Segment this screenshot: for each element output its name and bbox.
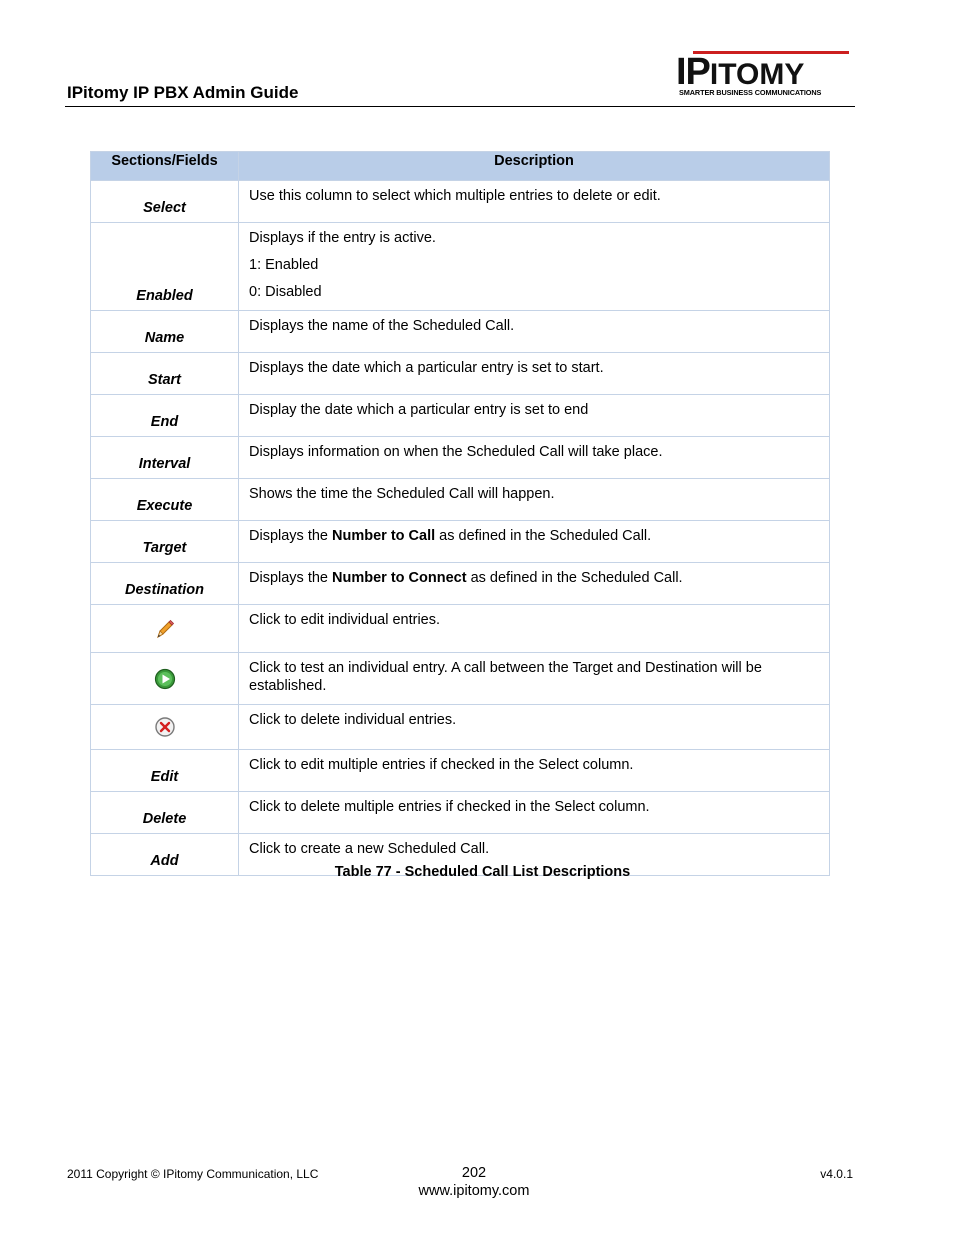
description-text-pre: Displays the bbox=[249, 570, 333, 586]
field-description bbox=[239, 605, 830, 653]
table-row bbox=[91, 750, 830, 792]
field-description bbox=[239, 181, 830, 223]
table-row bbox=[91, 395, 830, 437]
field-name: Execute bbox=[91, 479, 239, 521]
logo-tagline: SMARTER BUSINESS COMMUNICATIONS bbox=[679, 88, 822, 97]
page-number: 202 bbox=[461, 1165, 487, 1181]
description-line: Display the date which a particular entry is set to end bbox=[249, 402, 589, 418]
table-row bbox=[91, 181, 830, 223]
field-description bbox=[239, 792, 830, 834]
description-text-bold: Number to Call bbox=[332, 528, 436, 544]
field-description bbox=[239, 653, 830, 705]
description-line: Click to delete multiple entries if checked in the Select column. bbox=[249, 799, 650, 815]
description-line: 1: Enabled bbox=[249, 257, 319, 273]
table-row bbox=[91, 521, 830, 563]
field-description bbox=[239, 437, 830, 479]
field-name: Destination bbox=[91, 563, 239, 605]
description-line: Displays if the entry is active. bbox=[249, 230, 436, 246]
table-row bbox=[91, 479, 830, 521]
logo-text-large: IP bbox=[676, 51, 710, 93]
footer-copyright: 2011 Copyright © IPitomy Communication, LLC bbox=[67, 1167, 319, 1181]
description-text-post: as defined in the Scheduled Call. bbox=[435, 528, 652, 544]
field-name: Target bbox=[91, 521, 239, 563]
column-header-fields: Sections/Fields bbox=[91, 152, 239, 181]
field-name: Delete bbox=[91, 792, 239, 834]
description-line: Click to delete individual entries. bbox=[249, 712, 457, 728]
description-line: Displays the name of the Scheduled Call. bbox=[249, 318, 515, 334]
column-header-description: Description bbox=[239, 152, 830, 181]
table-row bbox=[91, 792, 830, 834]
table-header-row bbox=[91, 152, 830, 181]
table-row bbox=[91, 605, 830, 653]
footer-website: www.ipitomy.com bbox=[418, 1183, 530, 1199]
field-description bbox=[239, 479, 830, 521]
table-row bbox=[91, 311, 830, 353]
field-name: Add bbox=[91, 834, 239, 876]
field-name: Select bbox=[91, 181, 239, 223]
field-name: Edit bbox=[91, 750, 239, 792]
play-test-icon bbox=[91, 653, 239, 705]
scheduled-call-descriptions-table bbox=[90, 151, 830, 876]
description-text-post: as defined in the Scheduled Call. bbox=[466, 570, 683, 586]
pencil-edit-icon bbox=[91, 605, 239, 653]
description-line: Click to test an individual entry. A call between the Target and Destination will be established. bbox=[249, 660, 762, 694]
description-line: Use this column to select which multiple entries to delete or edit. bbox=[249, 188, 661, 204]
field-name: Enabled bbox=[91, 223, 239, 311]
field-description bbox=[239, 353, 830, 395]
field-name: Interval bbox=[91, 437, 239, 479]
description-line: Shows the time the Scheduled Call will happen. bbox=[249, 486, 555, 502]
table-row bbox=[91, 653, 830, 705]
field-description bbox=[239, 750, 830, 792]
field-description bbox=[239, 563, 830, 605]
field-description bbox=[239, 521, 830, 563]
description-text bbox=[249, 527, 819, 545]
field-name: Start bbox=[91, 353, 239, 395]
logo-text-small: ITOMY bbox=[709, 58, 805, 91]
field-description bbox=[239, 311, 830, 353]
table-row bbox=[91, 437, 830, 479]
field-description bbox=[239, 395, 830, 437]
description-line: Click to create a new Scheduled Call. bbox=[249, 841, 490, 857]
description-line: Click to edit individual entries. bbox=[249, 612, 441, 628]
delete-x-icon bbox=[91, 705, 239, 750]
description-line: Displays the date which a particular entry is set to start. bbox=[249, 360, 604, 376]
description-text bbox=[249, 569, 819, 587]
description-text-bold: Number to Connect bbox=[332, 570, 467, 586]
footer-version: v4.0.1 bbox=[820, 1167, 853, 1181]
table-row bbox=[91, 223, 830, 311]
field-name: End bbox=[91, 395, 239, 437]
document-title: IPitomy IP PBX Admin Guide bbox=[67, 83, 299, 102]
field-description bbox=[239, 705, 830, 750]
table-row bbox=[91, 705, 830, 750]
field-name: Name bbox=[91, 311, 239, 353]
field-description bbox=[239, 223, 830, 311]
description-text-pre: Displays the bbox=[249, 528, 333, 544]
table-caption: Table 77 - Scheduled Call List Descriptions bbox=[334, 864, 631, 880]
description-line: 0: Disabled bbox=[249, 284, 322, 300]
description-line: Click to edit multiple entries if checked in the Select column. bbox=[249, 757, 634, 773]
header-divider bbox=[65, 106, 855, 107]
footer-center bbox=[380, 1164, 568, 1200]
table-row bbox=[91, 353, 830, 395]
description-line: Displays information on when the Scheduled Call will take place. bbox=[249, 444, 663, 460]
ipitomy-logo bbox=[676, 50, 854, 100]
table-row bbox=[91, 563, 830, 605]
